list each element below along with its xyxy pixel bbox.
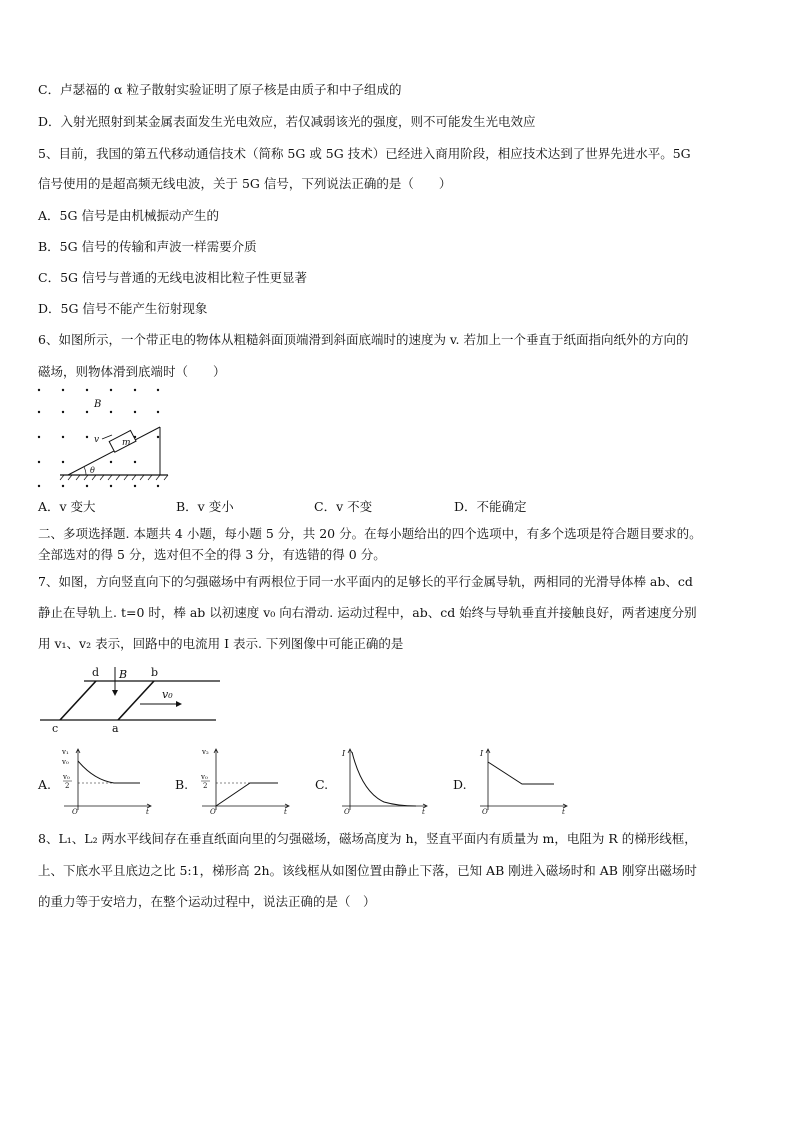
q6-option-d: D．不能确定 [454,499,527,514]
q7-graph-a [58,748,158,814]
graph-d-origin: O [482,808,488,816]
q4-option-c: C．卢瑟福的 α 粒子散射实验证明了原子核是由质子和中子组成的 [38,82,402,97]
q7-stem-line3: 用 v₁、v₂ 表示，回路中的电流用 I 表示. 下列图像中可能正确的是 [38,636,404,651]
q7-option-c-letter: C. [315,777,329,792]
q8-stem-line3: 的重力等于安培力，在整个运动过程中，说法正确的是（ ） [38,894,376,909]
q5-option-a: A．5G 信号是由机械振动产生的 [38,208,219,223]
q5-stem-line1: 5、目前，我国的第五代移动通信技术（简称 5G 或 5G 技术）已经进入商用阶段，相应技术达到了世界先进水平。5G [38,146,691,161]
q7-label-d: d [92,666,100,679]
q7-label-b: b [151,666,159,679]
section2-header-line1: 二、多项选择题. 本题共 4 小题，每小题 5 分，共 20 分。在每小题给出的四个选项中，有多个选项是符合题目要求的。 [38,526,702,541]
q7-label-c: c [52,722,59,735]
q7-label-v0: v₀ [162,688,173,701]
graph-b-ylabel: v₂ [202,748,209,756]
q7-label-B: B [119,668,128,681]
q7-graph-b [196,748,296,814]
q5-option-d: D．5G 信号不能产生衍射现象 [38,301,208,316]
graph-a-origin: O [72,808,78,816]
graph-b-origin: O [210,808,216,816]
graph-a-xlabel: t [146,808,149,816]
graph-c-xlabel: t [422,808,425,816]
q6-label-v: v [94,435,100,445]
q6-label-b: B [94,399,102,410]
graph-b-xlabel: t [284,808,287,816]
q6-label-m: m [122,438,131,448]
graph-c-ylabel: I [342,749,346,758]
q5-option-c: C．5G 信号与普通的无线电波相比粒子性更显著 [38,270,307,285]
q5-stem-line2: 信号使用的是超高频无线电波，关于 5G 信号，下列说法正确的是（ ） [38,176,452,191]
q6-incline-figure [30,382,170,494]
graph-d-ylabel: I [480,749,484,758]
graph-a-frac-den: 2 [65,782,70,790]
q7-option-d-letter: D. [453,777,467,792]
graph-b-frac-den: 2 [203,782,208,790]
graph-c-origin: O [344,808,350,816]
q8-stem-line2: 上、下底水平且底边之比 5:1，梯形高 2h。该线框从如图位置由静止下落，已知 AB 刚进入磁场时和 AB 刚穿出磁场时 [38,863,697,878]
q6-option-a: A．v 变大 [38,499,96,514]
q8-stem-line1: 8、L₁、L₂ 两水平线间存在垂直纸面向里的匀强磁场，磁场高度为 h，竖直平面内有质量为 m，电阻为 R 的梯形线框， [38,831,697,846]
q4-option-d: D．入射光照射到某金属表面发生光电效应，若仅减弱该光的强度，则不可能发生光电效应 [38,114,536,129]
q7-stem-line2: 静止在导轨上. t=0 时，棒 ab 以初速度 v₀ 向右滑动. 运动过程中，ab、cd 始终与导轨垂直并接触良好，两者速度分别 [38,605,697,620]
q6-stem-line2: 磁场，则物体滑到底端时（ ） [38,364,226,379]
q7-graph-d [474,748,574,814]
q7-rails-figure [40,664,220,740]
q5-option-b: B．5G 信号的传输和声波一样需要介质 [38,239,257,254]
graph-a-ylabel-v0: v₀ [62,758,69,766]
graph-a-frac-num: v₀ [63,773,70,781]
graph-d-xlabel: t [562,808,565,816]
section2-header-line2: 全部选对的得 5 分，选对但不全的得 3 分，有选错的得 0 分。 [38,547,386,562]
graph-a-ylabel-v1: v₁ [62,748,69,756]
q6-option-b: B．v 变小 [176,499,234,514]
q7-label-a: a [112,722,119,735]
q6-option-c: C．v 不变 [314,499,373,514]
q7-option-a-letter: A. [38,777,52,792]
q6-label-theta: θ [90,466,95,475]
q6-stem-line1: 6、如图所示，一个带正电的物体从粗糙斜面顶端滑到斜面底端时的速度为 v. 若加上一个垂直于纸面指向纸外的方向的 [38,332,689,347]
q7-graph-c [336,748,436,814]
q7-stem-line1: 7、如图，方向竖直向下的匀强磁场中有两根位于同一水平面内的足够长的平行金属导轨，两相同的光滑导体棒 ab、cd [38,574,693,589]
graph-b-frac-num: v₀ [201,773,208,781]
q7-option-b-letter: B. [175,777,189,792]
